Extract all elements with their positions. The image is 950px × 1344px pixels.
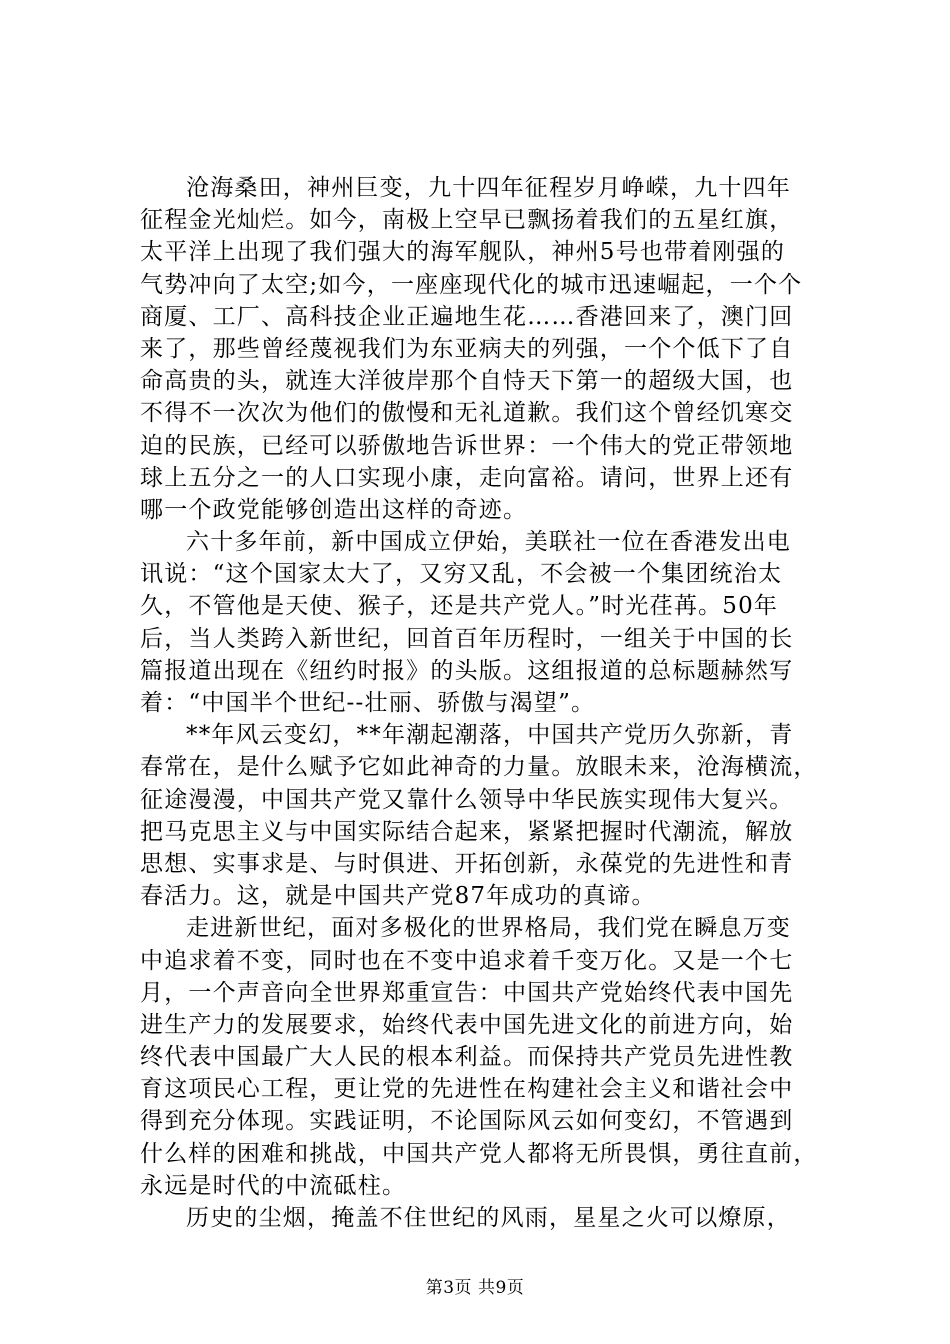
text-line: 篇报道出现在《纽约时报》的头版。这组报道的总标题赫然写 (140, 657, 794, 684)
text-line: 不得不一次次为他们的傲慢和无礼道歉。我们这个曾经饥寒交 (140, 400, 794, 427)
text-line: **年风云变幻，**年潮起潮落，中国共产党历久弥新，青 (186, 722, 794, 749)
text-line: 球上五分之一的人口实现小康，走向富裕。请问，世界上还有 (140, 464, 794, 491)
text-line: 来了，那些曾经蔑视我们为东亚病夫的列强，一个个低下了自 (140, 335, 794, 362)
text-line: 六十多年前，新中国成立伊始，美联社一位在香港发出电 (186, 529, 791, 556)
paragraph (140, 526, 840, 719)
text-line: 气势冲向了太空;如今，一座座现代化的城市迅速崛起，一个个 (140, 271, 803, 298)
document-body (140, 172, 840, 1234)
text-line: 着：“中国半个世纪--壮丽、骄傲与渴望”。 (140, 690, 596, 716)
text-line: 后，当人类跨入新世纪，回首百年历程时，一组关于中国的长 (140, 625, 794, 652)
text-line: 进生产力的发展要求，始终代表中国先进文化的前进方向，始 (140, 1011, 794, 1038)
paragraph (140, 1202, 840, 1234)
paragraph (140, 719, 840, 912)
text-line: 终代表中国最广大人民的根本利益。而保持共产党员先进性教 (140, 1044, 794, 1071)
paragraph (140, 172, 840, 526)
text-line: 把马克思主义与中国实际结合起来，紧紧把握时代潮流，解放 (140, 818, 794, 845)
text-line: 太平洋上出现了我们强大的海军舰队，神州5号也带着刚强的 (140, 239, 786, 266)
page-footer: 第3页 共9页 (425, 1278, 525, 1298)
text-line: 讯说：“这个国家太大了，又穷又乱，不会被一个集团统治太 (140, 561, 783, 588)
text-line: 永远是时代的中流砥柱。 (140, 1172, 407, 1199)
text-line: 久，不管他是天使、猴子，还是共产党人。”时光荏苒。50年 (140, 593, 779, 620)
text-line: 征程金光灿烂。如今，南极上空早已飘扬着我们的五星红旗， (140, 207, 794, 234)
text-line: 沧海桑田，神州巨变，九十四年征程岁月峥嵘，九十四年 (186, 175, 791, 201)
text-line: 哪一个政党能够创造出这样的奇迹。 (140, 496, 528, 523)
text-line: 思想、实事求是、与时俱进、开拓创新，永葆党的先进性和青 (140, 850, 794, 877)
text-line: 历史的尘烟，掩盖不住世纪的风雨，星星之火可以燎原， (186, 1205, 791, 1231)
text-line: 征途漫漫，中国共产党又靠什么领导中华民族实现伟大复兴。 (140, 786, 794, 813)
text-line: 得到充分体现。实践证明，不论国际风云如何变幻，不管遇到 (140, 1108, 794, 1135)
text-line: 命高贵的头，就连大洋彼岸那个自恃天下第一的超级大国，也 (140, 368, 794, 395)
text-line: 走进新世纪，面对多极化的世界格局，我们党在瞬息万变 (186, 915, 791, 942)
text-line: 育这项民心工程，更让党的先进性在构建社会主义和谐社会中 (140, 1076, 794, 1103)
text-line: 春活力。这，就是中国共产党87年成功的真谛。 (140, 883, 656, 910)
text-line: 迫的民族，已经可以骄傲地告诉世界：一个伟大的党正带领地 (140, 432, 794, 459)
text-line: 中追求着不变，同时也在不变中追求着千变万化。又是一个七 (140, 947, 794, 974)
paragraph (140, 912, 840, 1202)
text-line: 月，一个声音向全世界郑重宣告：中国共产党始终代表中国先 (140, 979, 794, 1006)
text-line: 春常在，是什么赋予它如此神奇的力量。放眼未来，沧海横流， (140, 754, 818, 781)
text-line: 什么样的困难和挑战，中国共产党人都将无所畏惧，勇往直前， (140, 1140, 818, 1167)
text-line: 商厦、工厂、高科技企业正遍地生花……香港回来了，澳门回 (140, 303, 794, 330)
